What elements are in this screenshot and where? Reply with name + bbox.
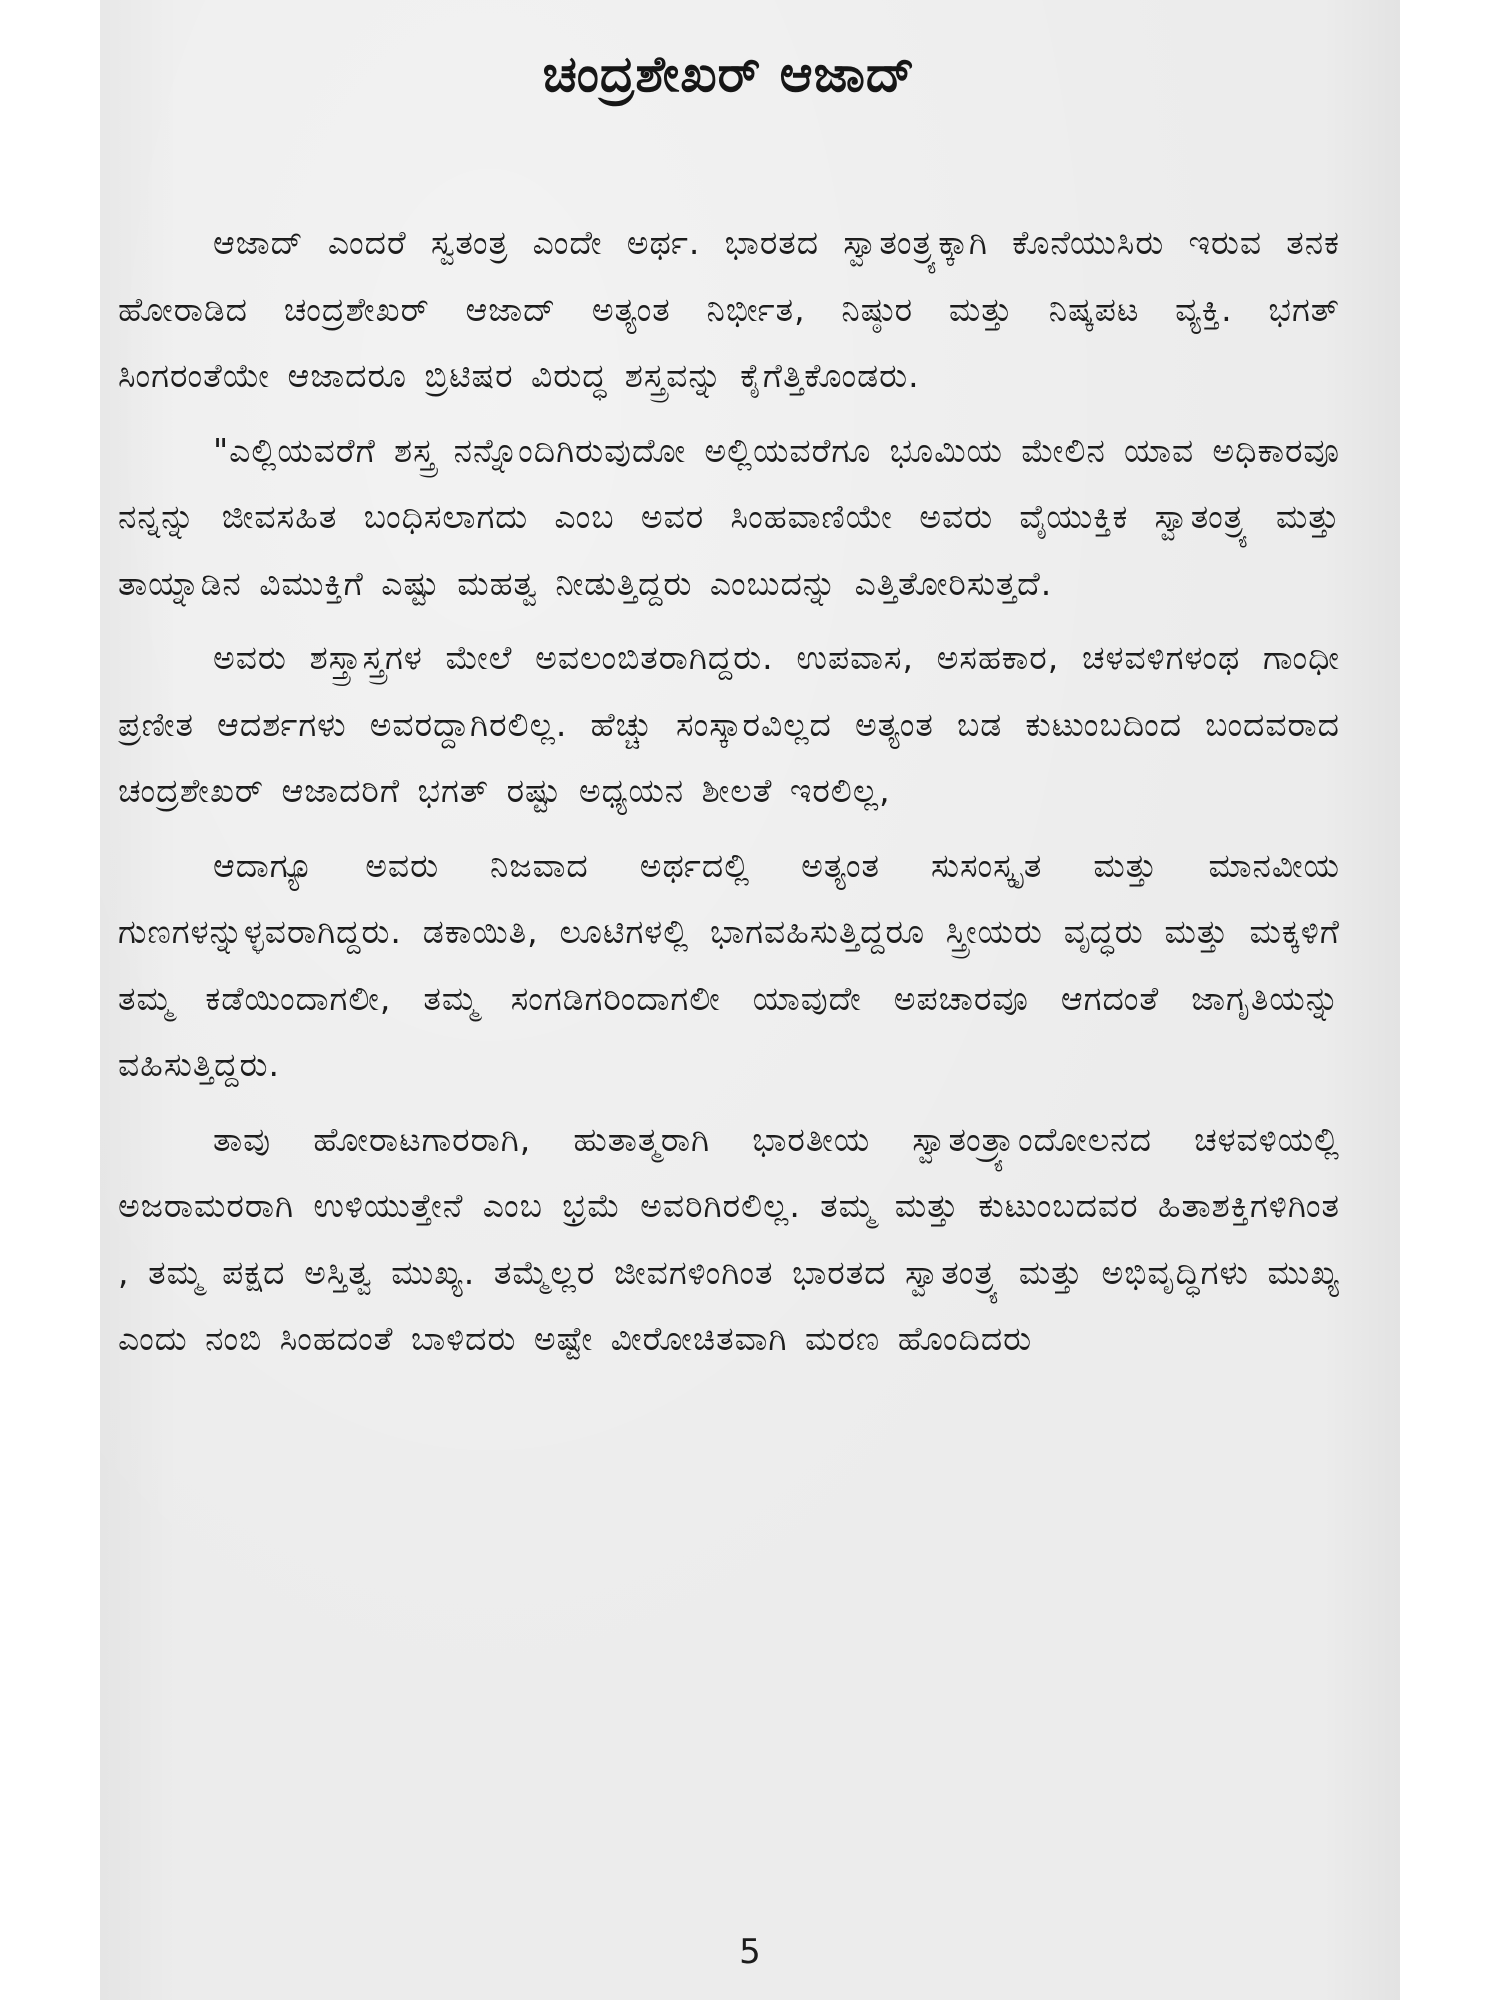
paragraph-5: ತಾವು ಹೋರಾಟಗಾರರಾಗಿ, ಹುತಾತ್ಮರಾಗಿ ಭಾರತೀಯ ಸ್ವಾತಂತ್ರ್ಯಾಂದೋಲನದ ಚಳವಳಿಯಲ್ಲಿ ಅಜರಾಮರರಾಗಿ ಉಳಿಯುತ್ತೇನೆ ಎಂಬ ಭ್ರಮೆ ಅವರಿಗಿರಲಿಲ್ಲ. ತಮ್ಮ ಮತ್ತು ಕುಟುಂಬದವರ ಹಿತಾಶಕ್ತಿಗಳಿಗಿಂತ , ತಮ್ಮ ಪಕ್ಷದ ಅಸ್ತಿತ್ವ ಮುಖ್ಯ. ತಮ್ಮೆಲ್ಲರ ಜೀವಗಳಿಂಗಿಂತ ಭಾರತದ ಸ್ವಾತಂತ್ರ್ಯ ಮತ್ತು ಅಭಿವೃದ್ಧಿಗಳು ಮುಖ್ಯ ಎಂದು ನಂಬಿ ಸಿಂಹದಂತೆ ಬಾಳಿದರು ಅಷ್ಟೇ ವೀರೋಚಿತವಾಗಿ ಮರಣ ಹೊಂದಿದರು [118,1119,1340,1358]
book-page [100,0,1400,2000]
paragraph-3: ಅವರು ಶಸ್ತ್ರಾಸ್ತ್ರಗಳ ಮೇಲೆ ಅವಲಂಬಿತರಾಗಿದ್ದರು. ಉಪವಾಸ, ಅಸಹಕಾರ, ಚಳವಳಿಗಳಂಥ ಗಾಂಧೀ ಪ್ರಣೀತ ಆದರ್ಶಗಳು ಅವರದ್ದಾಗಿರಲಿಲ್ಲ. ಹೆಚ್ಚು ಸಂಸ್ಕಾರವಿಲ್ಲದ ಅತ್ಯಂತ ಬಡ ಕುಟುಂಬದಿಂದ ಬಂದವರಾದ ಚಂದ್ರಶೇಖರ್ ಆಜಾದರಿಗೆ ಭಗತ್ ರಷ್ಟು ಅಧ್ಯಯನ ಶೀಲತೆ ಇರಲಿಲ್ಲ, [118,638,1340,810]
page-title: ಚಂದ್ರಶೇಖರ್ ಆಜಾದ್ [542,45,916,103]
paragraph-1: ಆಜಾದ್ ಎಂದರೆ ಸ್ವತಂತ್ರ ಎಂದೇ ಅರ್ಥ. ಭಾರತದ ಸ್ವಾತಂತ್ರ್ಯಕ್ಕಾಗಿ ಕೊನೆಯುಸಿರು ಇರುವ ತನಕ ಹೋರಾಡಿದ ಚಂದ್ರಶೇಖರ್ ಆಜಾದ್ ಅತ್ಯಂತ ನಿರ್ಭೀತ, ನಿಷ್ಠುರ ಮತ್ತು ನಿಷ್ಕಪಟ ವ್ಯಕ್ತಿ. ಭಗತ್ ಸಿಂಗರಂತೆಯೇ ಆಜಾದರೂ ಬ್ರಿಟಿಷರ ವಿರುದ್ಧ ಶಸ್ತ್ರವನ್ನು ಕೈಗೆತ್ತಿಕೊಂಡರು. [118,223,1340,395]
paragraph-2: "ಎಲ್ಲಿಯವರೆಗೆ ಶಸ್ತ್ರ ನನ್ನೊಂದಿಗಿರುವುದೋ ಅಲ್ಲಿಯವರೆಗೂ ಭೂಮಿಯ ಮೇಲಿನ ಯಾವ ಅಧಿಕಾರವೂ ನನ್ನನ್ನು ಜೀವಸಹಿತ ಬಂಧಿಸಲಾಗದು ಎಂಬ ಅವರ ಸಿಂಹವಾಣಿಯೇ ಅವರು ವೈಯುಕ್ತಿಕ ಸ್ವಾತಂತ್ರ್ಯ ಮತ್ತು ತಾಯ್ನಾಡಿನ ವಿಮುಕ್ತಿಗೆ ಎಷ್ಟು ಮಹತ್ವ ನೀಡುತ್ತಿದ್ದರು ಎಂಬುದನ್ನು ಎತ್ತಿತೋರಿಸುತ್ತದೆ. [118,430,1340,603]
page-number: 5 [739,1932,761,1972]
paragraph-4: ಆದಾಗ್ಯೂ ಅವರು ನಿಜವಾದ ಅರ್ಥದಲ್ಲಿ ಅತ್ಯಂತ ಸುಸಂಸ್ಕೃತ ಮತ್ತು ಮಾನವೀಯ ಗುಣಗಳನ್ನುಳ್ಳವರಾಗಿದ್ದರು. ಡಕಾಯಿತಿ, ಲೂಟಿಗಳಲ್ಲಿ ಭಾಗವಹಿಸುತ್ತಿದ್ದರೂ ಸ್ತ್ರೀಯರು ವೃದ್ಧರು ಮತ್ತು ಮಕ್ಕಳಿಗೆ ತಮ್ಮ ಕಡೆಯಿಂದಾಗಲೀ, ತಮ್ಮ ಸಂಗಡಿಗರಿಂದಾಗಲೀ ಯಾವುದೇ ಅಪಚಾರವೂ ಆಗದಂತೆ ಜಾಗೃತಿಯನ್ನು ವಹಿಸುತ್ತಿದ್ದರು. [118,845,1340,1084]
